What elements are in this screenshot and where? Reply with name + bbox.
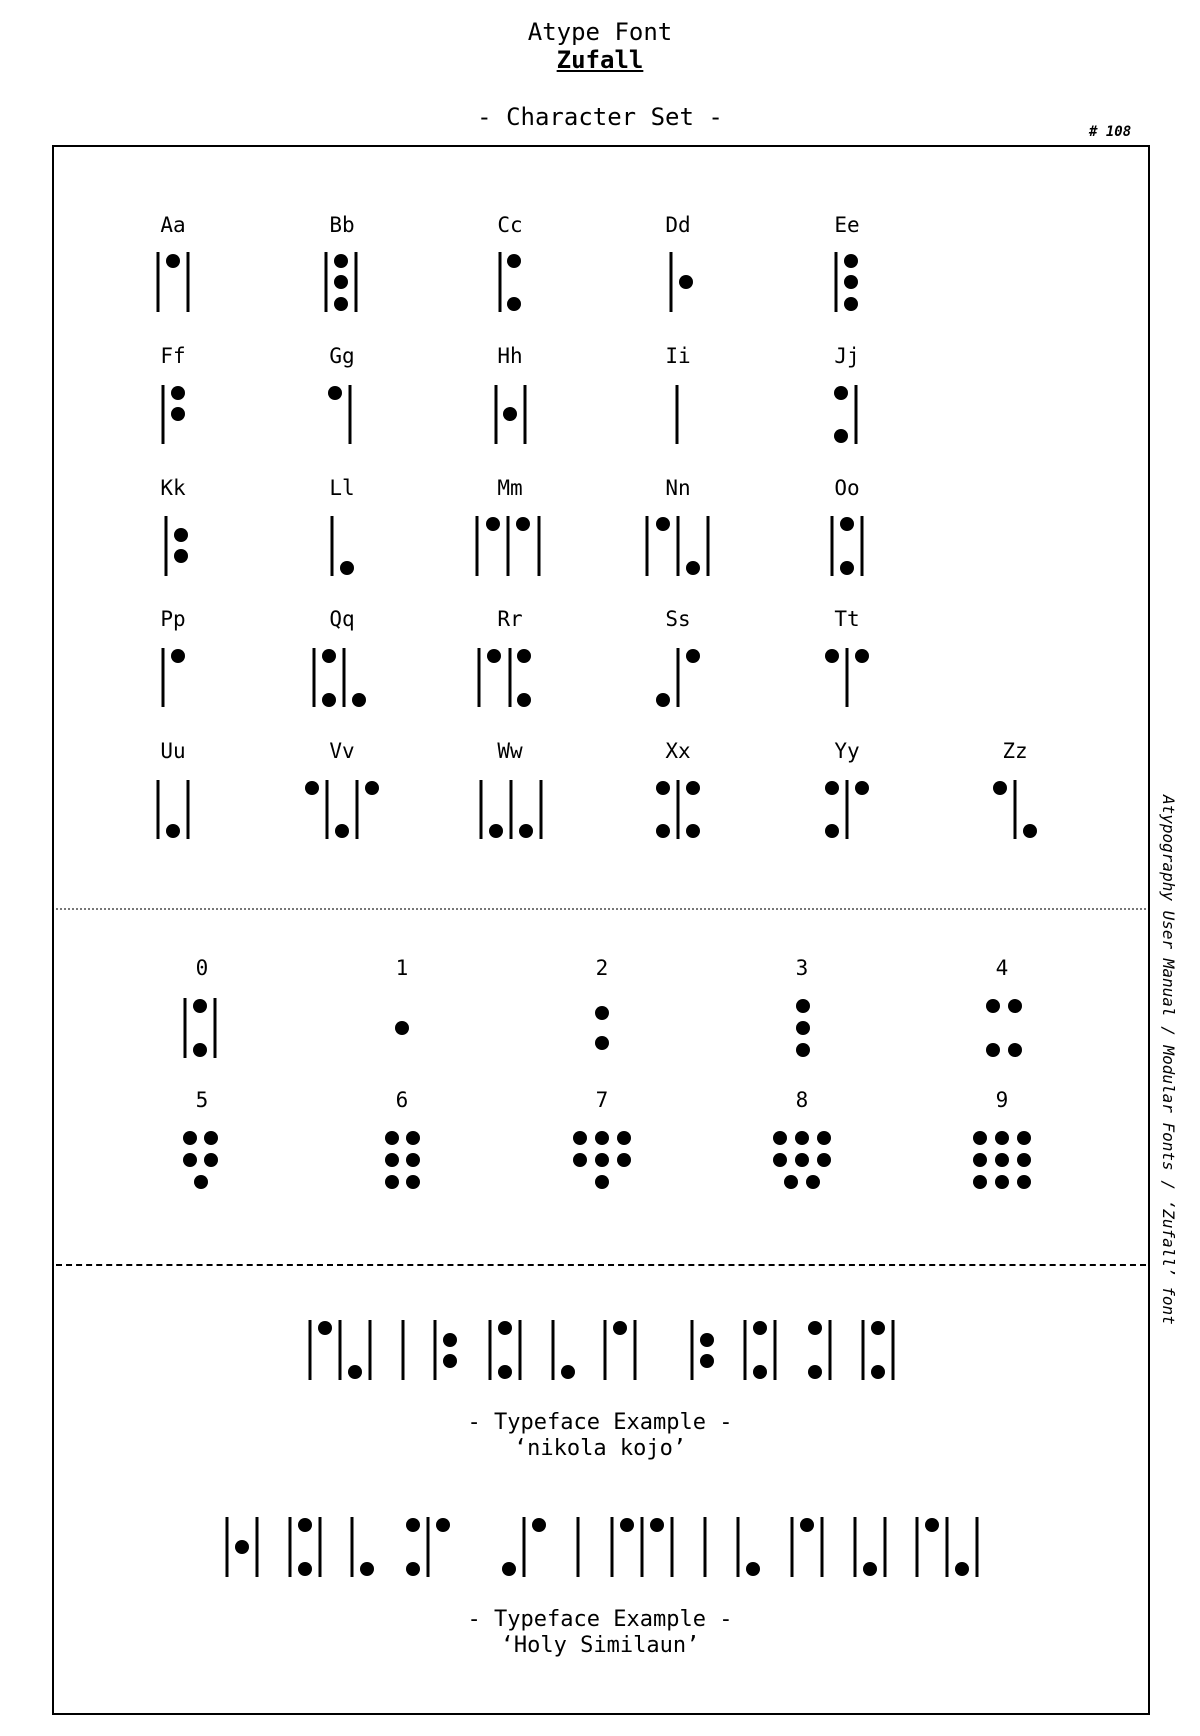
glyph-x — [656, 780, 700, 839]
letter-label: Nn — [665, 476, 691, 500]
letter-label: Oo — [834, 476, 860, 500]
glyph-q — [314, 648, 366, 707]
side-caption: Atypography User Manual / Modular Fonts / ‘Zufall’ font — [1159, 795, 1178, 1325]
letter-label: Dd — [665, 213, 691, 237]
letter-label: Yy — [834, 739, 860, 763]
letter-label: Ss — [665, 607, 691, 631]
glyph-y — [825, 780, 869, 839]
glyph-z — [993, 780, 1037, 839]
glyph-o — [832, 516, 862, 576]
letter-label: Ll — [329, 476, 355, 500]
glyph-d — [671, 252, 693, 312]
letter-label: Pp — [160, 607, 186, 631]
glyph-k — [166, 516, 188, 576]
glyph-e — [836, 252, 858, 312]
page-number: # 108 — [1089, 124, 1132, 140]
digit-label: 7 — [595, 1088, 609, 1112]
digit-label: 2 — [595, 956, 609, 980]
example-glyphs-2 — [227, 1517, 977, 1577]
letter-label: Gg — [329, 344, 355, 368]
glyph-3 — [796, 999, 810, 1057]
digit-label: 0 — [195, 956, 209, 980]
glyph-p — [163, 648, 185, 707]
letter-label: Qq — [329, 607, 355, 631]
letter-label: Ww — [497, 739, 523, 763]
digit-label: 3 — [795, 956, 809, 980]
letter-label: Ee — [834, 213, 860, 237]
glyph-a — [158, 252, 188, 312]
letter-label: Uu — [160, 739, 186, 763]
digit-label: 5 — [195, 1088, 209, 1112]
glyph-0 — [185, 998, 215, 1058]
glyph-g — [328, 385, 350, 444]
example-text: ‘nikola kojo’ — [513, 1436, 687, 1461]
letter-label: Tt — [834, 607, 860, 631]
glyph-w — [481, 780, 541, 839]
glyph-1 — [395, 1021, 409, 1035]
glyph-v — [305, 780, 379, 839]
glyph-7 — [573, 1131, 631, 1189]
glyph-t — [825, 648, 869, 707]
glyph-u — [158, 780, 188, 839]
letter-label: Cc — [497, 213, 523, 237]
letter-label: Zz — [1002, 739, 1028, 763]
letter-label: Ii — [665, 344, 691, 368]
digit-label: 8 — [795, 1088, 809, 1112]
digit-label: 1 — [395, 956, 409, 980]
glyph-n — [647, 516, 708, 576]
glyph-s — [656, 648, 700, 707]
glyph-2 — [595, 1006, 609, 1050]
letter-label: Jj — [834, 344, 860, 368]
glyph-f — [163, 385, 185, 444]
letter-label: Ff — [160, 344, 186, 368]
glyph-m — [477, 516, 539, 576]
digit-label: 4 — [995, 956, 1009, 980]
example-text: ‘Holy Similaun’ — [500, 1633, 700, 1658]
glyph-8 — [773, 1131, 831, 1189]
section-heading: - Character Set - — [477, 103, 723, 131]
example-caption: - Typeface Example - — [467, 1410, 733, 1435]
letter-label: Bb — [329, 213, 355, 237]
example-caption: - Typeface Example - — [467, 1607, 733, 1632]
letter-label: Mm — [497, 476, 523, 500]
glyph-9 — [973, 1131, 1031, 1189]
example-glyphs-1 — [310, 1320, 893, 1380]
letter-label: Kk — [160, 476, 186, 500]
letter-label: Vv — [329, 739, 355, 763]
glyph-j — [834, 385, 856, 444]
font-name-heading: Zufall — [556, 46, 644, 74]
glyph-h — [496, 385, 525, 444]
letter-label: Hh — [497, 344, 523, 368]
glyph-b — [326, 252, 356, 312]
digit-label: 6 — [395, 1088, 409, 1112]
digit-label: 9 — [995, 1088, 1009, 1112]
glyph-4 — [986, 999, 1022, 1057]
glyph-l — [332, 516, 354, 576]
glyph-r — [479, 648, 531, 707]
letter-label: Aa — [160, 213, 186, 237]
glyph-c — [500, 252, 521, 312]
font-type-heading: Atype Font — [527, 18, 673, 46]
glyph-5 — [183, 1131, 218, 1189]
glyph-6 — [385, 1131, 420, 1189]
letter-label: Rr — [497, 607, 523, 631]
letter-label: Xx — [665, 739, 691, 763]
